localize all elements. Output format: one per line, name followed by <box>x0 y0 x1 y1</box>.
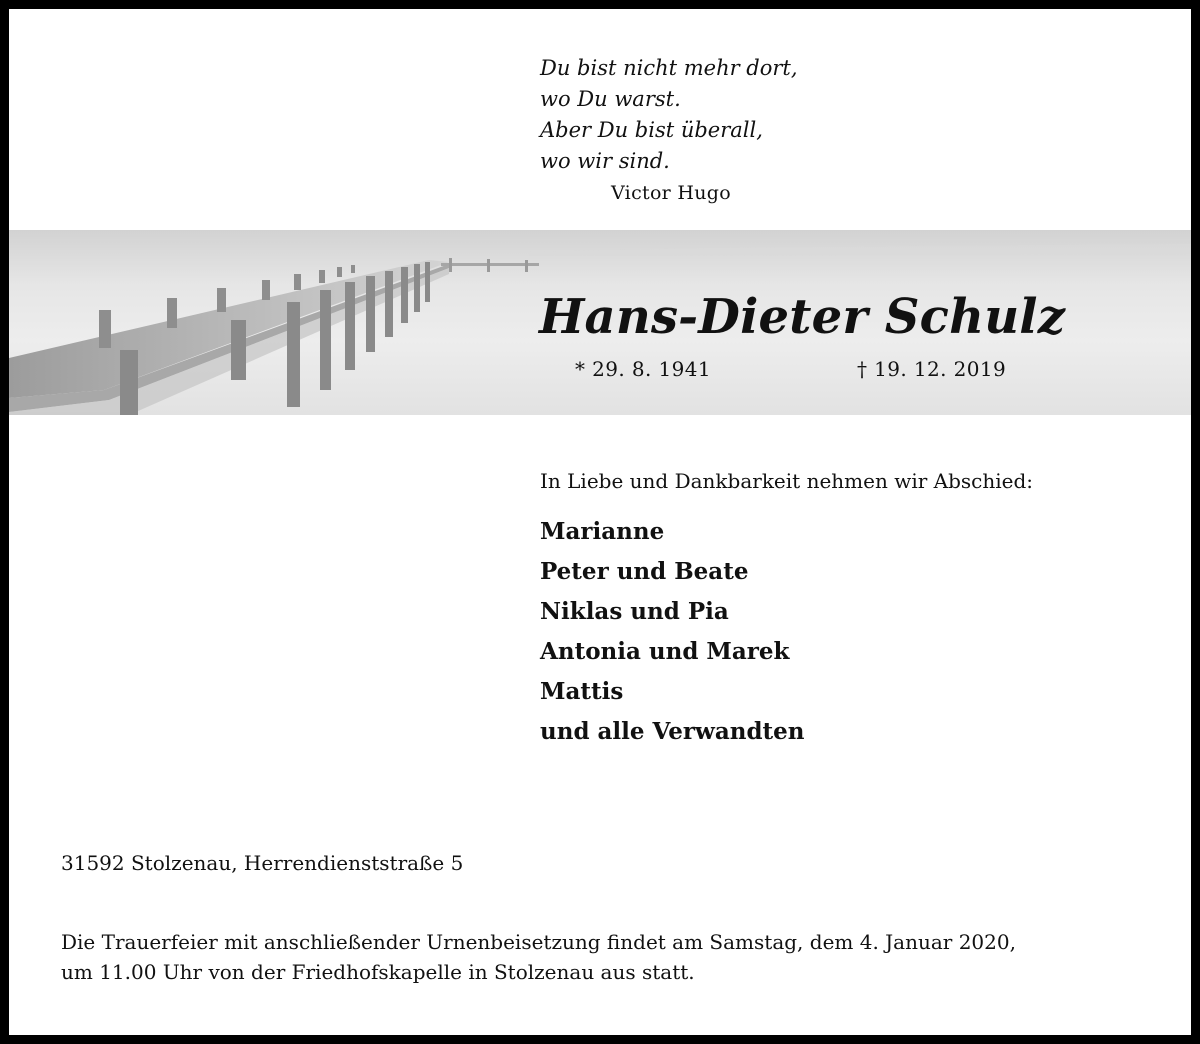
birth-date: * 29. 8. 1941 <box>575 357 712 381</box>
mourner: Niklas und Pia <box>540 598 729 625</box>
death-date: † 19. 12. 2019 <box>857 357 1007 381</box>
family-address: 31592 Stolzenau, Herrendienststraße 5 <box>61 851 464 875</box>
quote-line: wo wir sind. <box>540 149 670 173</box>
mourner: und alle Verwandten <box>540 718 805 745</box>
mourner: Mattis <box>540 678 624 705</box>
quote-line: Aber Du bist überall, <box>540 118 763 142</box>
ceremony-line: um 11.00 Uhr von der Friedhofskapelle in Stolzenau aus statt. <box>61 960 695 984</box>
mourner: Antonia und Marek <box>540 638 790 665</box>
quote-author: Victor Hugo <box>611 182 732 204</box>
farewell-intro: In Liebe und Dankbarkeit nehmen wir Abschied: <box>540 469 1033 493</box>
mourner: Peter und Beate <box>540 558 749 585</box>
ceremony-line: Die Trauerfeier mit anschließender Urnenbeisetzung findet am Samstag, dem 4. Januar 2020, <box>61 930 1016 954</box>
mourner: Marianne <box>540 518 665 545</box>
deceased-name: Hans-Dieter Schulz <box>539 289 1066 345</box>
quote <box>540 53 798 177</box>
ceremony-info <box>61 927 1016 987</box>
quote-line: wo Du warst. <box>540 87 681 111</box>
mourners-list <box>540 512 805 752</box>
quote-line: Du bist nicht mehr dort, <box>540 56 798 80</box>
